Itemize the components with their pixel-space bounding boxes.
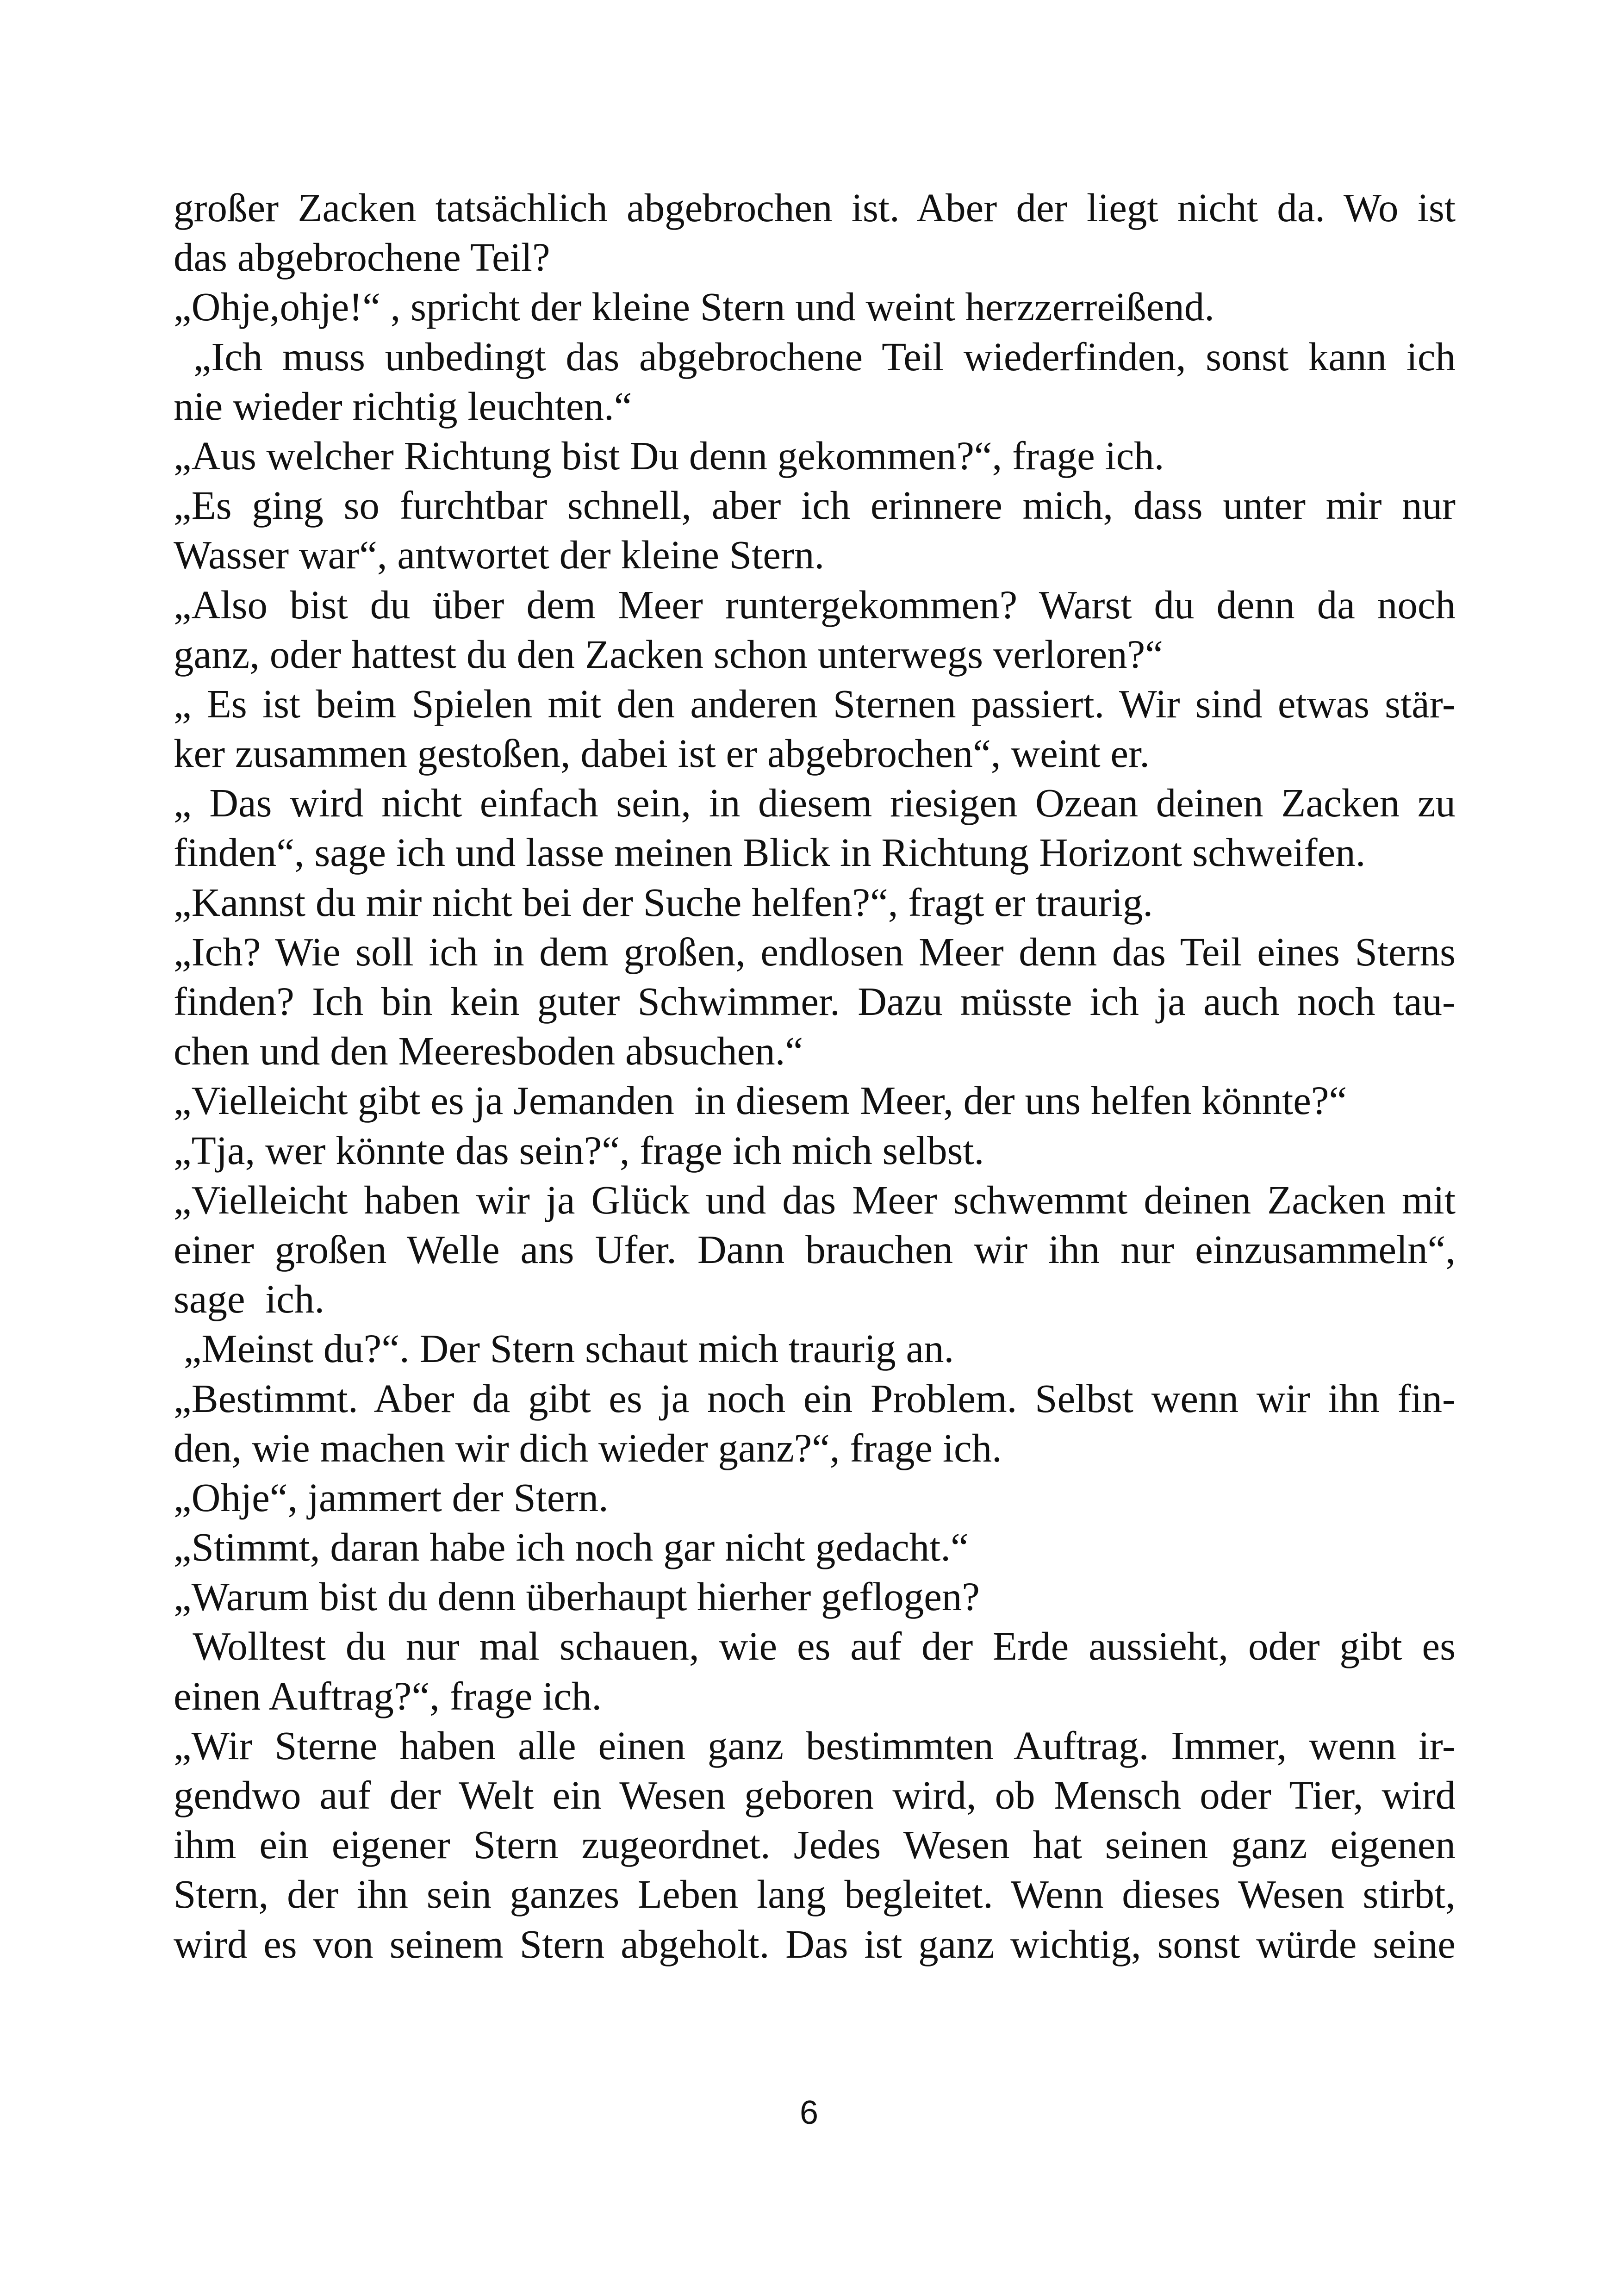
text-line: einen Auftrag?“, frage ich. — [174, 1673, 602, 1718]
text-line: ganz, oder hattest du den Zacken schon unterwegs verloren?“ — [174, 631, 1163, 677]
text-line: Wolltest du nur mal schauen, wie es auf der Erde aussieht, oder gibt es — [174, 1624, 1456, 1669]
text-line: „Vielleicht haben wir ja Glück und das Meer schwemmt deinen Zacken mit — [174, 1177, 1456, 1222]
text-line: „Es ging so furchtbar schnell, aber ich erinnere mich, dass unter mir nur — [174, 483, 1456, 528]
body-text — [174, 183, 1456, 1969]
text-line: wird es von seinem Stern abgeholt. Das ist ganz wichtig, sonst würde seine — [174, 1921, 1456, 1966]
text-line: ker zusammen gestoßen, dabei ist er abgebrochen“, weint er. — [174, 731, 1150, 776]
text-line: gendwo auf der Welt ein Wesen geboren wird, ob Mensch oder Tier, wird — [174, 1773, 1456, 1817]
text-line: „ Das wird nicht einfach sein, in diesem riesigen Ozean deinen Zacken zu — [174, 780, 1456, 826]
text-line: „ Es ist beim Spielen mit den anderen Sternen passiert. Wir sind etwas stär- — [174, 681, 1456, 726]
text-line: „Ohje“, jammert der Stern. — [174, 1475, 609, 1520]
text-line: ihm ein eigener Stern zugeordnet. Jedes Wesen hat seinen ganz eigenen — [174, 1822, 1456, 1867]
text-line: das abgebrochene Teil? — [174, 235, 550, 280]
text-line: „Stimmt, daran habe ich noch gar nicht gedacht.“ — [174, 1524, 969, 1570]
text-line: „Bestimmt. Aber da gibt es ja noch ein Problem. Selbst wenn wir ihn fin- — [174, 1375, 1456, 1421]
text-line: den, wie machen wir dich wieder ganz?“, frage ich. — [174, 1425, 1002, 1470]
text-line: „Ich? Wie soll ich in dem großen, endlosen Meer denn das Teil eines Sterns — [174, 929, 1456, 974]
text-line: chen und den Meeresboden absuchen.“ — [174, 1028, 803, 1074]
text-line: „Ohje,ohje!“ , spricht der kleine Stern und weint herzzerreißend. — [174, 284, 1215, 330]
text-line: großer Zacken tatsächlich abgebrochen ist. Aber der liegt nicht da. Wo ist — [174, 185, 1456, 230]
page-number: 6 — [799, 2094, 819, 2131]
text-line: „Also bist du über dem Meer runtergekommen? Warst du denn da noch — [174, 582, 1456, 627]
text-line: sage ich. — [174, 1276, 325, 1322]
text-line: Wasser war“, antwortet der kleine Stern. — [174, 532, 825, 578]
text-line: „Ich muss unbedingt das abgebrochene Teil wiederfinden, sonst kann ich — [174, 334, 1456, 379]
text-line: Stern, der ihn sein ganzes Leben lang begleitet. Wenn dieses Wesen stirbt, — [174, 1872, 1456, 1917]
text-line: „Aus welcher Richtung bist Du denn gekommen?“, frage ich. — [174, 433, 1164, 478]
text-line: finden“, sage ich und lasse meinen Blick in Richtung Horizont schweifen. — [174, 830, 1366, 875]
text-line: „Warum bist du denn überhaupt hierher geflogen? — [174, 1574, 980, 1619]
text-line: „Wir Sterne haben alle einen ganz bestimmten Auftrag. Immer, wenn ir- — [174, 1723, 1456, 1768]
text-line: „Tja, wer könnte das sein?“, frage ich mich selbst. — [174, 1127, 984, 1173]
text-line: nie wieder richtig leuchten.“ — [174, 383, 632, 429]
text-line: „Meinst du?“. Der Stern schaut mich traurig an. — [174, 1326, 954, 1371]
text-line: finden? Ich bin kein guter Schwimmer. Dazu müsste ich ja auch noch tau- — [174, 979, 1456, 1024]
text-line: „Vielleicht gibt es ja Jemanden in diesem Meer, der uns helfen könnte?“ — [174, 1078, 1347, 1123]
text-line: einer großen Welle ans Ufer. Dann brauchen wir ihn nur einzusammeln“, — [174, 1226, 1456, 1272]
text-line: „Kannst du mir nicht bei der Suche helfen?“, fragt er traurig. — [174, 879, 1153, 925]
